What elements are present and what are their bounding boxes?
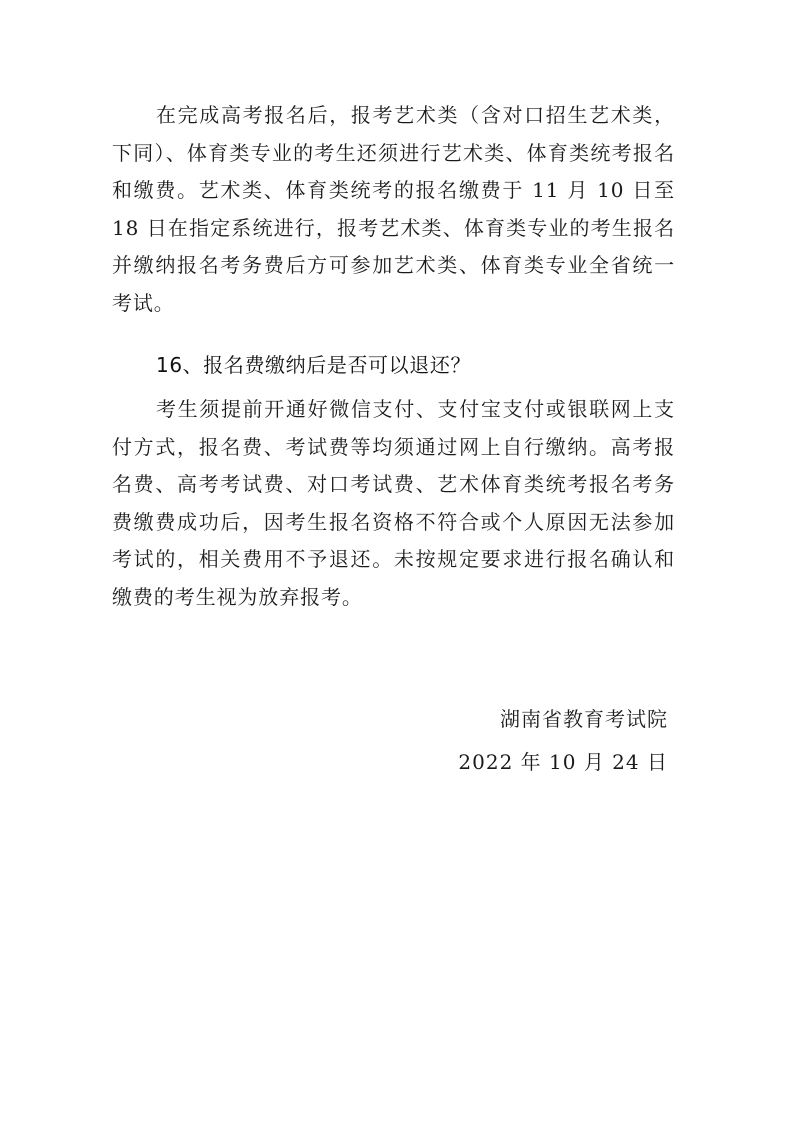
signature-date: 2022 年 10 月 24 日 xyxy=(458,750,668,774)
paragraph-fee-refund: 考生须提前开通好微信支付、支付宝支付或银联网上支付方式，报名费、考试费等均须通过网上自行缴纳。高考报名费、高考考试费、对口考试费、艺术体育类统考报名考务费缴费成功后，因考生报名资格不符合或个人原因无法参加考试的，相关费用不予退还。未按规定要求进行报名确认和缴费的考生视为放弃报考。 xyxy=(112,397,675,609)
signature-organization: 湖南省教育考试院 xyxy=(500,707,668,731)
question-16-heading: 16、报名费缴纳后是否可以退还？ xyxy=(156,353,472,377)
paragraph-art-sports-registration: 在完成高考报名后，报考艺术类（含对口招生艺术类，下同）、体育类专业的考生还须进行艺术类、体育类统考报名和缴费。艺术类、体育类统考的报名缴费于 11 月 10 日至 18 日在指定系统进行，报考艺术类、体育类专业的考生报名并缴纳报名考务费后方可参加艺术类、体育类专业全省统一考试。 xyxy=(112,103,675,315)
